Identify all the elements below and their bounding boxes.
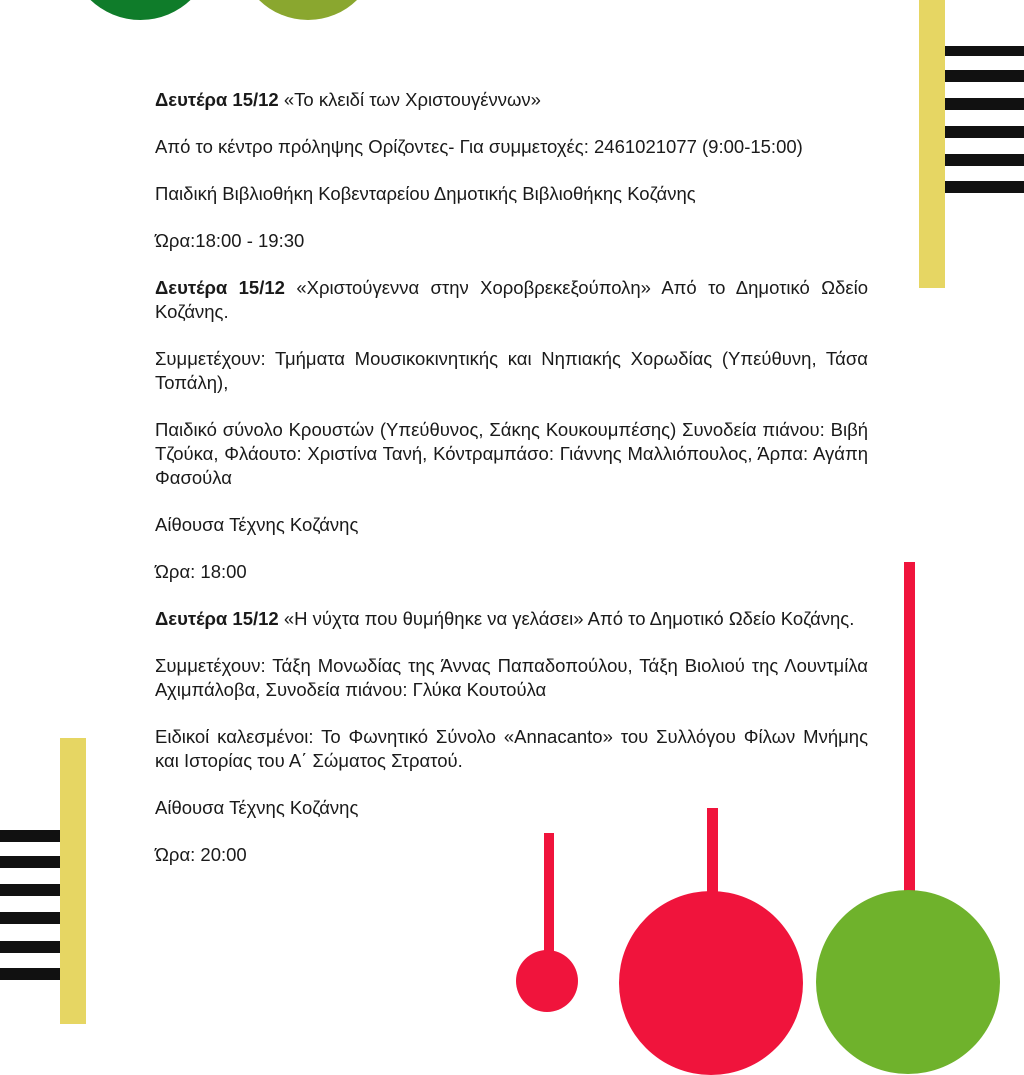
piano-keys-decoration-bottom-left [0, 738, 86, 1024]
event1-venue: Παιδική Βιβλιοθήκη Κοβενταρείου Δημοτικής Βιβλιοθήκης Κοζάνης [155, 183, 696, 204]
piano-key [945, 46, 1024, 56]
event2-venue: Αίθουσα Τέχνης Κοζάνης [155, 514, 359, 535]
event1-organizer: Από το κέντρο πρόληψης Ορίζοντες- Για συμμετοχές: 2461021077 (9:00-15:00) [155, 136, 803, 157]
piano-key [945, 70, 1024, 82]
piano-key [0, 830, 60, 842]
ornament-large-red [619, 891, 803, 1075]
event1-time: Ώρα:18:00 - 19:30 [155, 230, 305, 251]
event3-time: Ώρα: 20:00 [155, 844, 247, 865]
event3-guests: Ειδικοί καλεσμένοι: Το Φωνητικό Σύνολο «Annacanto» του Συλλόγου Φίλων Μνήμης και Ιστορίας του Α΄ Σώματος Στρατού. [155, 726, 868, 771]
piano-key [0, 884, 60, 896]
event1-title: Δευτέρα 15/12 «Το κλειδί των Χριστουγέννων» [155, 89, 541, 110]
event3-venue: Αίθουσα Τέχνης Κοζάνης [155, 797, 359, 818]
yellow-bar [60, 738, 86, 1024]
piano-key [0, 941, 60, 953]
event3-participants: Συμμετέχουν: Τάξη Μονωδίας της Άννας Παπαδοπούλου, Τάξη Βιολιού της Λουντμίλα Αχιμπάλοβα, Συνοδεία πιάνου: Γλύκα Κουτούλα [155, 655, 868, 700]
event3-title: Δευτέρα 15/12 «Η νύχτα που θυμήθηκε να γελάσει» Από το Δημοτικό Ωδείο Κοζάνης. [155, 608, 855, 629]
event2-participants: Συμμετέχουν: Τμήματα Μουσικοκινητικής και Νηπιακής Χορωδίας (Υπεύθυνη, Τάσα Τοπάλη), [155, 348, 868, 393]
piano-key [945, 98, 1024, 110]
piano-key [945, 181, 1024, 193]
piano-key [0, 856, 60, 868]
event2-title: Δευτέρα 15/12 «Χριστούγεννα στην Χοροβρεκεξούπολη» Από το Δημοτικό Ωδείο Κοζάνης. [155, 277, 868, 322]
piano-key [945, 126, 1024, 138]
yellow-bar [919, 0, 945, 288]
events-text [155, 88, 868, 890]
ornament-large-green [816, 890, 1000, 1074]
dark-green-circle-top [68, 0, 213, 20]
ornament-small-red [516, 950, 578, 1012]
piano-key [0, 968, 60, 980]
ornament-string-green [904, 562, 915, 896]
olive-green-circle-top [238, 0, 378, 20]
event2-ensemble: Παιδικό σύνολο Κρουστών (Υπεύθυνος, Σάκης Κουκουμπέσης) Συνοδεία πιάνου: Βιβή Τζούκα, Φλάουτο: Χριστίνα Τανή, Κόντραμπάσο: Γιάννης Μαλλιόπουλος, Άρπα: Αγάπη Φασούλα [155, 419, 868, 488]
piano-key [945, 154, 1024, 166]
piano-key [0, 912, 60, 924]
event2-time: Ώρα: 18:00 [155, 561, 247, 582]
piano-keys-decoration-top-right [919, 0, 1024, 290]
